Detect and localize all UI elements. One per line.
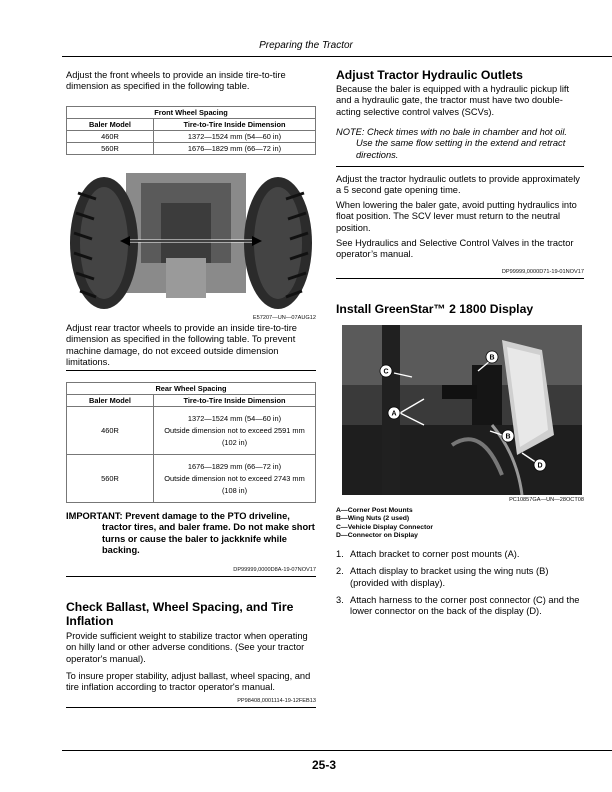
ballast-heading: Check Ballast, Wheel Spacing, and Tire Inflation xyxy=(66,600,294,628)
table-row xyxy=(67,143,316,155)
note-rest: Use the same flow setting in the extend and retract directions. xyxy=(356,138,566,160)
callout-b: B xyxy=(489,354,495,362)
footer-rule xyxy=(62,750,612,751)
display-mount-illustration xyxy=(342,325,582,495)
rear-table-col-model: Baler Model xyxy=(67,395,154,407)
front-row-dim: 1372—1524 mm (54—60 in) xyxy=(154,131,316,143)
header-rule xyxy=(62,56,612,57)
front-table-col-dim: Tire-to-Tire Inside Dimension xyxy=(154,119,316,131)
front-table-caption: Front Wheel Spacing xyxy=(67,107,316,119)
ref-code: DP99999,0000D8A-19-07NOV17 xyxy=(233,567,316,573)
tractor-illustration xyxy=(66,163,316,313)
hydraulic-para-3: When lowering the baler gate, avoid putting hydraulics into float position. The SCV lever must return to the neutral position. xyxy=(336,200,577,233)
display-mount-photo xyxy=(342,325,582,495)
divider xyxy=(66,370,316,371)
legend-item: C—Vehicle Display Connector xyxy=(336,523,434,531)
ballast-para-2: To insure proper stability, adjust ballast, wheel spacing, and tire inflation according to tractor operator's manual. xyxy=(66,671,311,693)
divider xyxy=(336,166,584,167)
front-row-model: 460R xyxy=(67,131,154,143)
hydraulic-heading: Adjust Tractor Hydraulic Outlets xyxy=(336,68,523,82)
photo-legend xyxy=(336,507,584,541)
rear-row-limit-in: (102 in) xyxy=(221,437,248,447)
step-text: Attach harness to the corner post connector (C) and the lower connector on the back of the display (D). xyxy=(350,594,580,617)
divider xyxy=(66,707,316,708)
front-row-dim: 1676—1829 mm (66—72 in) xyxy=(154,143,316,155)
callout-c: C xyxy=(383,368,389,376)
table-row xyxy=(67,455,316,503)
rear-row-dim: 1372—1524 mm (54—60 in) xyxy=(187,413,282,423)
hydraulic-para-2: Adjust the tractor hydraulic outlets to provide approximately a 5 second gate opening time. xyxy=(336,174,580,196)
legend-item: B—Wing Nuts (2 used) xyxy=(336,515,410,523)
important-rest: tractor tires, and baler frame. Do not make short turns or cause the baler to jackknife while backing. xyxy=(102,522,315,555)
photo1-ref: E57207—UN—07AUG12 xyxy=(252,315,316,321)
note-line1: NOTE: Check times with no bale in chamber and hot oil. xyxy=(336,127,567,137)
front-wheel-table xyxy=(66,106,316,155)
front-table-col-model: Baler Model xyxy=(67,119,154,131)
divider xyxy=(66,576,316,577)
list-item xyxy=(336,566,584,589)
front-row-model: 560R xyxy=(67,143,154,155)
step-text: Attach display to bracket using the wing nuts (B) (provided with display). xyxy=(350,566,549,588)
callout-b: B xyxy=(505,433,511,441)
note-block xyxy=(336,127,584,161)
install-steps xyxy=(336,549,584,623)
page-number: 25-3 xyxy=(311,758,337,772)
callout-d: D xyxy=(537,462,543,470)
front-wheel-intro: Adjust the front wheels to provide an inside tire-to-tire dimension as specified in the following table. xyxy=(66,70,286,92)
rear-row-limit: Outside dimension not to exceed 2743 mm xyxy=(164,473,305,483)
step-number: 3. xyxy=(336,594,344,605)
rear-wheel-intro: Adjust rear tractor wheels to provide an inside tire-to-tire dimension as specified in the following table. To prevent machine damage, do not exceed outside dimension limitations. xyxy=(66,323,297,367)
legend-item: A—Corner Post Mounts xyxy=(336,507,413,514)
tractor-front-photo xyxy=(66,163,316,313)
ballast-para-1: Provide sufficient weight to stabilize tractor when operating on hilly land or other adverse conditions. (See your tractor operator's manual). xyxy=(66,631,308,664)
page-header-title: Preparing the Tractor xyxy=(259,40,353,51)
rear-row-limit: Outside dimension not to exceed 2591 mm xyxy=(164,425,305,435)
rear-row-model: 460R xyxy=(67,407,154,455)
ref-code: PP98408,0001114-19-12FEB13 xyxy=(237,698,316,704)
important-notice xyxy=(66,511,316,556)
step-number: 1. xyxy=(336,549,344,559)
hydraulic-para-1: Because the baler is equipped with a hydraulic pickup lift and a hydraulic gate, the tractor must have two double-acting selective control valves (SCVs). xyxy=(336,84,570,117)
table-row xyxy=(67,131,316,143)
list-item xyxy=(336,595,584,618)
divider xyxy=(336,278,584,279)
greenstar-heading: Install GreenStar™ 2 1800 Display xyxy=(336,302,534,316)
rear-row-model: 560R xyxy=(67,455,154,503)
photo2-ref: PC10857GA—UN—28OCT08 xyxy=(509,497,584,503)
step-text: Attach bracket to corner post mounts (A). xyxy=(350,549,520,559)
legend-item: D—Connector on Display xyxy=(336,532,418,540)
rear-row-dim: 1676—1829 mm (66—72 in) xyxy=(187,461,282,471)
rear-row-limit-in: (108 in) xyxy=(221,485,248,495)
table-row xyxy=(67,407,316,455)
important-line1: IMPORTANT: Prevent damage to the PTO driveline, xyxy=(66,511,290,521)
rear-wheel-table xyxy=(66,382,316,503)
list-item xyxy=(336,549,584,560)
step-number: 2. xyxy=(336,566,344,577)
callout-a: A xyxy=(391,410,397,418)
rear-table-caption: Rear Wheel Spacing xyxy=(67,383,316,395)
hydraulic-para-4: See Hydraulics and Selective Control Valves in the tractor operator’s manual. xyxy=(336,238,574,260)
ref-code: DP99999,0000D71-19-01NOV17 xyxy=(501,269,584,275)
rear-table-col-dim: Tire-to-Tire Inside Dimension xyxy=(154,395,316,407)
